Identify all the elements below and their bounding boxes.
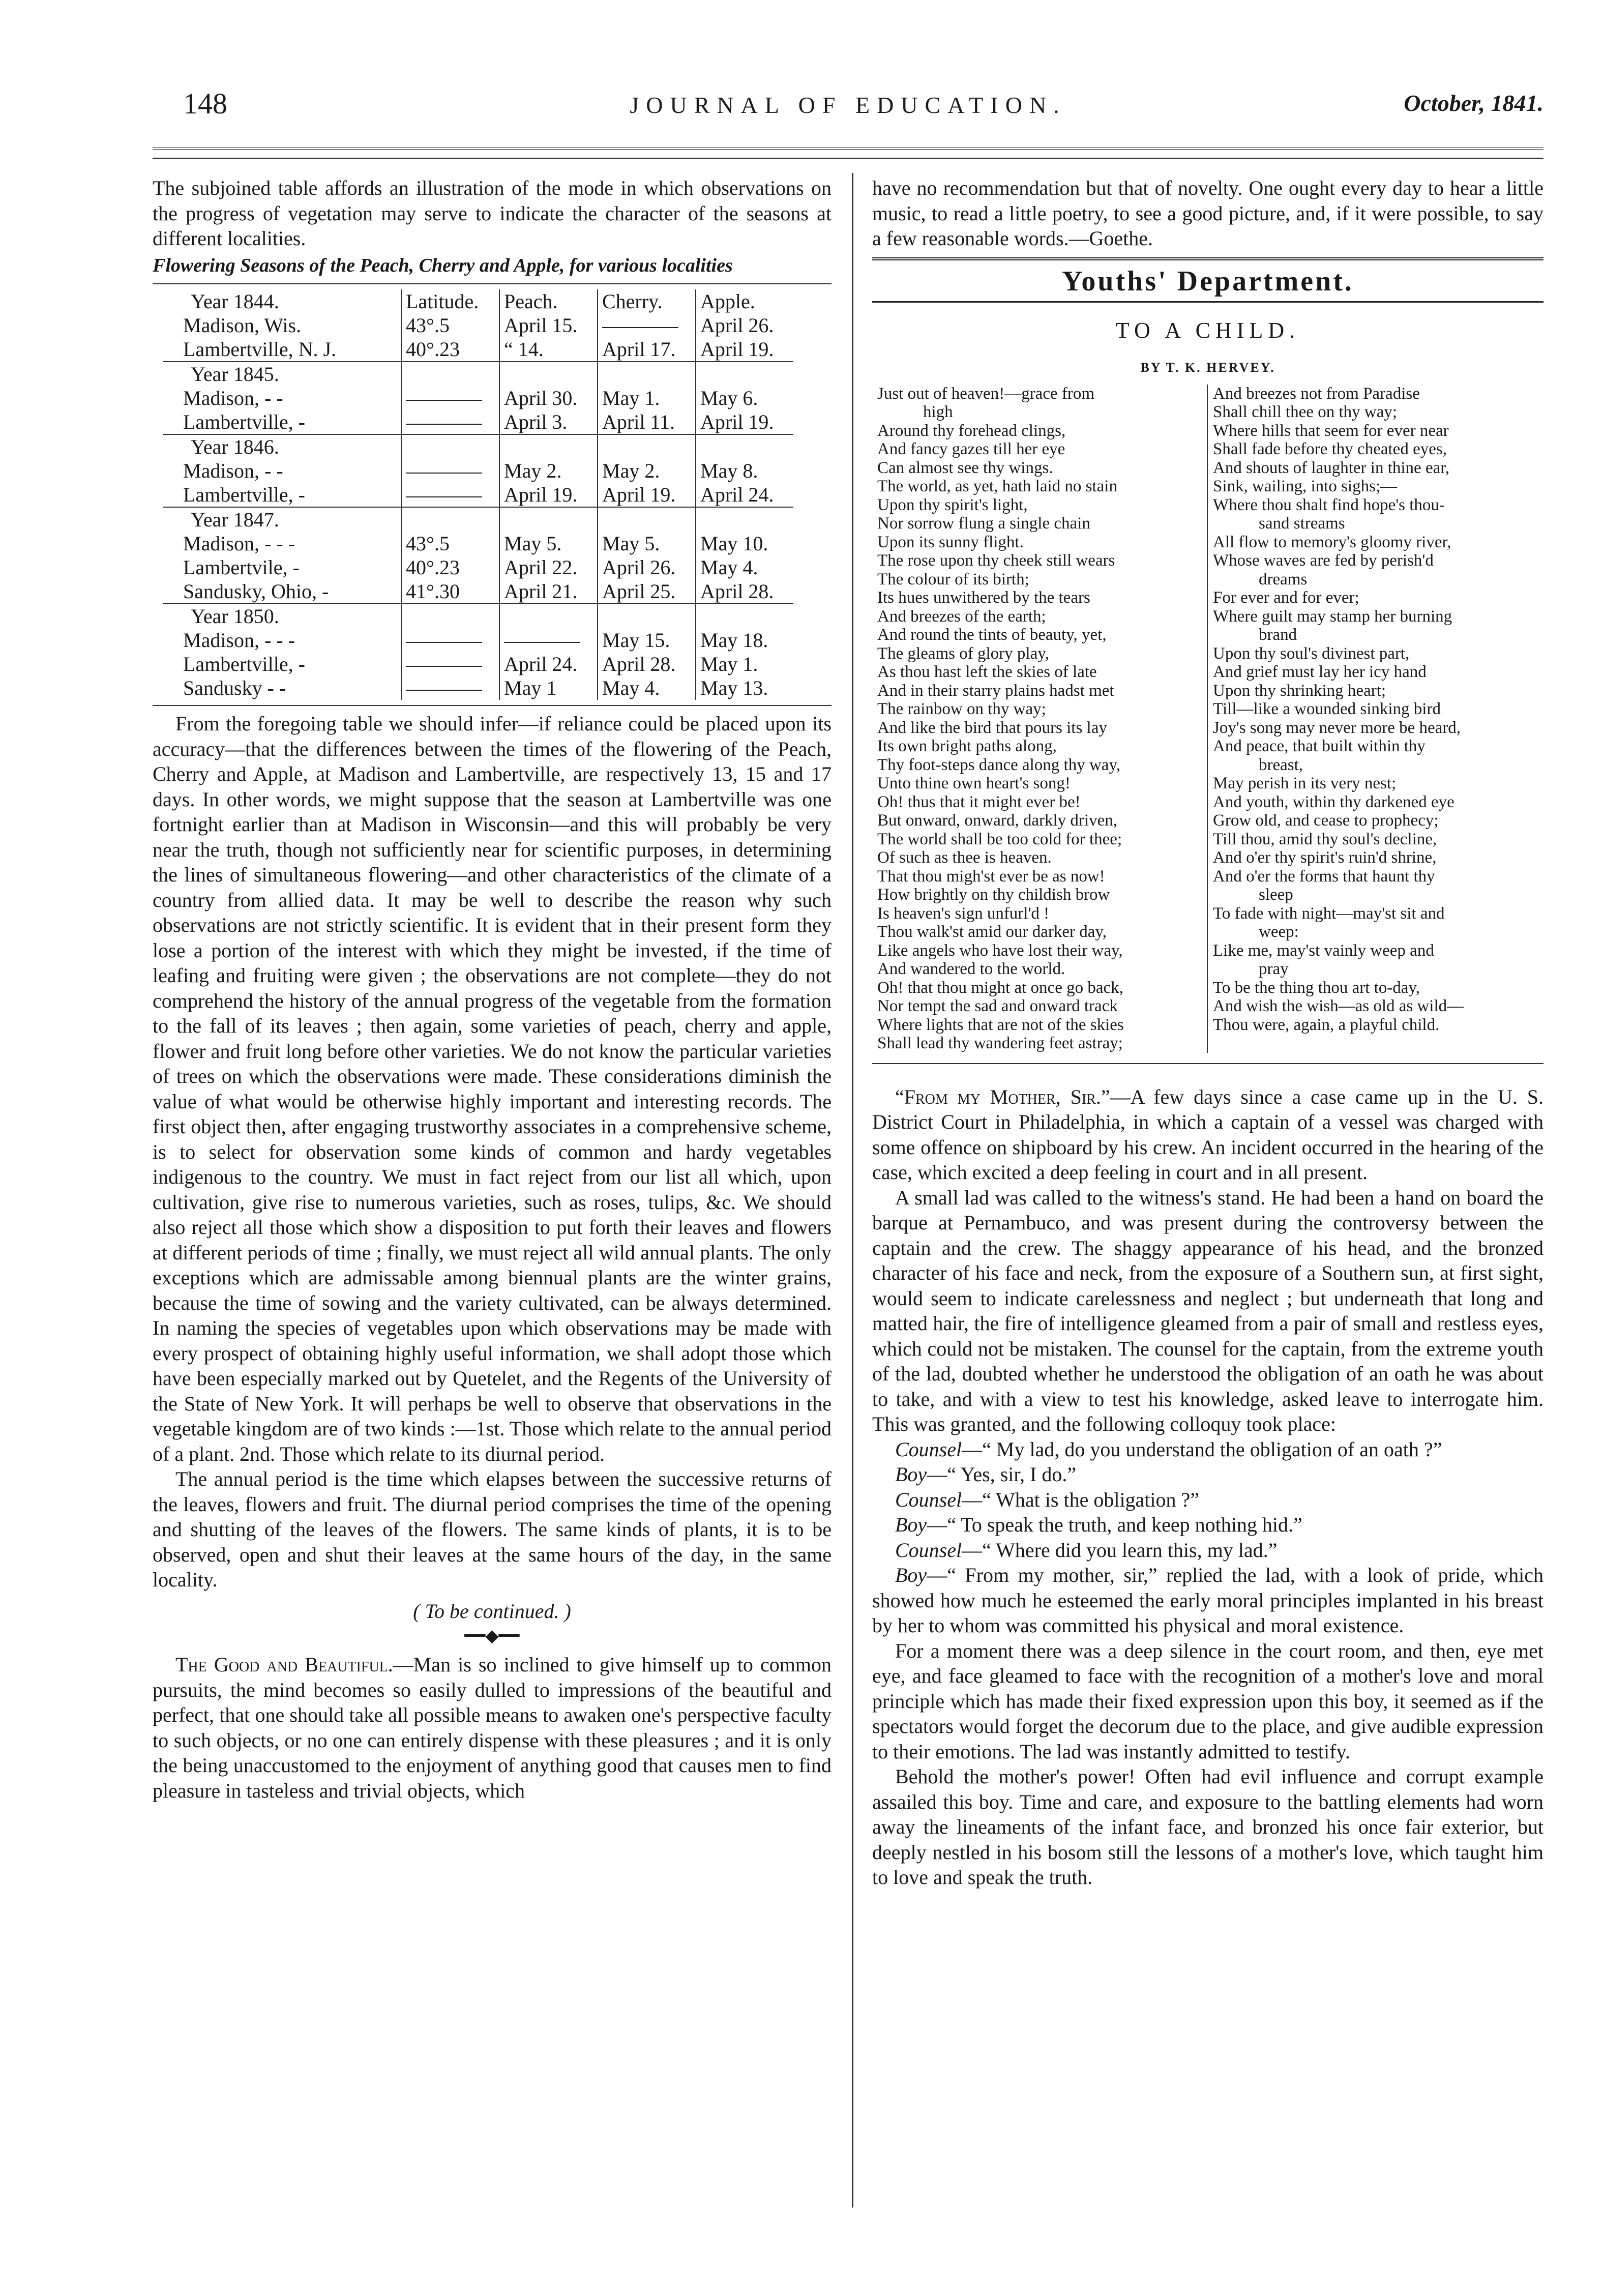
table-value-cell: May 2. (598, 459, 696, 483)
dialogue-speaker: Counsel (895, 1437, 962, 1461)
table-value-cell: May 8. (696, 459, 793, 483)
poem-line: Upon thy spirit's light, (877, 495, 1028, 514)
poem-line: The gleams of glory play, (877, 644, 1049, 663)
poem-line: Of such as thee is heaven. (877, 848, 1052, 867)
ornament-divider: ━━◆━━ (464, 1627, 520, 1645)
table-value-cell: May 1. (598, 386, 696, 410)
table-value-cell (401, 410, 499, 434)
table-value-cell: May 6. (696, 386, 793, 410)
table-row (163, 676, 793, 700)
table-value-cell: April 28. (696, 579, 793, 604)
poem-line: And o'er the forms that haunt thy (1213, 867, 1435, 886)
poem-line: Till—like a wounded sinking bird (1213, 700, 1441, 718)
dialogue-line (872, 1512, 1543, 1538)
table-cell (598, 604, 696, 628)
header-rule (153, 148, 1543, 150)
dialogue-text: —“ To speak the truth, and keep nothing hid.” (927, 1513, 1302, 1536)
table-cell (598, 507, 696, 532)
poem-column-left (872, 385, 1208, 1053)
table-value-cell: May 1. (696, 652, 793, 676)
dialogue-line (872, 1538, 1543, 1563)
poem-line: And youth, within thy darkened eye (1213, 792, 1454, 811)
table-value-cell: May 4. (598, 676, 696, 700)
poem-line: Where guilt may stamp her burning (1213, 607, 1452, 626)
table-row (163, 410, 793, 434)
table-place-cell: Lambertville, - (183, 653, 305, 675)
table-place-cell: Lambertville, N. J. (183, 338, 337, 361)
poem-line: Nor tempt the sad and onward track (877, 997, 1118, 1015)
table-blank-dash (406, 496, 482, 497)
table-row (163, 555, 793, 579)
dialogue-text: —“ From my mother, sir,” replied the lad, with a look of pride, which showed how much he esteemed the early moral principles implanted in his breast by her to whom was committed his physical and moral existence. (872, 1564, 1543, 1637)
left-column (153, 175, 832, 1803)
poem-end-rule (872, 1063, 1543, 1064)
table-year-cell: Year 1846. (163, 434, 401, 459)
good-beautiful-paragraph (153, 1652, 832, 1803)
table-place-cell: Lambertville, - (183, 483, 305, 506)
poem-line: The colour of its birth; (877, 570, 1029, 588)
table-blank-dash (406, 666, 482, 667)
table-value-cell (401, 652, 499, 676)
table-header-cell: Cherry. (598, 289, 696, 313)
poem-line: But onward, onward, darkly driven, (877, 811, 1117, 830)
poem-line: weep: (1259, 923, 1299, 941)
table-place-cell: Lambertvile, - (183, 556, 300, 579)
table-rule (153, 283, 832, 284)
poem-line: The world, as yet, hath laid no stain (877, 477, 1117, 495)
poem-line: sleep (1259, 886, 1293, 904)
article-paragraph: For a moment there was a deep silence in the court room, and then, eye met eye, and face gleamed to face with the recognition of a mother's love and moral principle which has made their fixed expression upon this boy, it seemed as if the spectators would forget the decorum due to the place, and give audible expression to their emotions. The lad was instantly admitted to testify. (872, 1639, 1543, 1763)
table-year-row (163, 604, 793, 628)
poem-line: And breezes of the earth; (877, 607, 1046, 626)
poem-line: Thou walk'st amid our darker day, (877, 923, 1107, 941)
poem-line: All flow to memory's gloomy river, (1213, 533, 1451, 551)
table-value-cell: May 13. (696, 676, 793, 700)
poem-line: And fancy gazes till her eye (877, 440, 1065, 458)
table-year-cell: Year 1847. (163, 507, 401, 532)
table-place-cell: Lambertville, - (183, 410, 305, 433)
poem-line: To fade with night—may'st sit and (1213, 904, 1445, 923)
poem-line: How brightly on thy childish brow (877, 886, 1110, 904)
table-blank-dash (406, 400, 482, 401)
poem-line: Upon thy soul's divinest part, (1213, 644, 1410, 663)
table-blank-dash (406, 473, 482, 474)
table-row (163, 532, 793, 555)
dialogue-line (872, 1462, 1543, 1487)
poem-line: Oh! that thou might at once go back, (877, 978, 1123, 997)
poem-author: BY T. K. HERVEY. (1140, 360, 1275, 375)
poem-line: As thou hast left the skies of late (877, 663, 1097, 681)
poem-line: Thou were, again, a playful child. (1213, 1015, 1440, 1034)
table-year-row (163, 362, 793, 386)
poem-line: Just out of heaven!—grace from (877, 384, 1095, 403)
table-value-cell: April 11. (598, 410, 696, 434)
poem-line: And like the bird that pours its lay (877, 718, 1107, 737)
table-value-cell (401, 676, 499, 700)
poem-line: And wandered to the world. (877, 960, 1065, 978)
table-row (163, 652, 793, 676)
table-value-cell: May 18. (696, 628, 793, 652)
table-value-cell: 40°.23 (401, 337, 499, 362)
table-cell (696, 507, 793, 532)
dialogue-text: —“ Where did you learn this, my lad.” (962, 1538, 1278, 1562)
flowering-seasons-table (163, 289, 793, 700)
poem-line: And breezes not from Paradise (1213, 384, 1420, 403)
dialogue-line (872, 1563, 1543, 1638)
poem-line: And grief must lay her icy hand (1213, 663, 1427, 681)
poem-line: Joy's song may never more be heard, (1213, 718, 1461, 737)
poem-line: Like angels who have lost their way, (877, 941, 1123, 960)
good-beautiful-heading: The Good and Beautiful. (175, 1653, 393, 1676)
poem-line: Shall lead thy wandering feet astray; (877, 1034, 1123, 1052)
to-be-continued: ( To be continued. ) (413, 1599, 571, 1623)
table-value-cell: April 19. (499, 483, 598, 507)
table-value-cell: April 19. (696, 410, 793, 434)
table-place-cell: Madison, - - (183, 459, 283, 482)
poem-line: And wish the wish—as old as wild— (1213, 997, 1464, 1015)
table-value-cell: May 4. (696, 555, 793, 579)
table-value-cell: 41°.30 (401, 579, 499, 604)
article-paragraph: A small lad was called to the witness's stand. He had been a hand on board the barque at Pernambuco, and was present during the controversy between the captain and the crew. The shaggy appearance of his head, and the bronzed character of his face and neck, from the exposure of a Southern sun, at first sight, would seem to indicate carelessness and neglect ; but underneath that long and matted hair, the fire of intelligence gleamed from a pair of small and restless eyes, which could not be mistaken. The counsel for the captain, from the extreme youth of the lad, doubted whether he understood the obligation of an oath he was about to take, and with a view to test his knowledge, asked leave to interrogate him. This was granted, and the following colloquy took place: (872, 1186, 1543, 1435)
dialogue-speaker: Boy (895, 1564, 927, 1586)
mother-heading: “From my Mother, Sir.” (895, 1085, 1110, 1108)
table-value-cell (401, 386, 499, 410)
right-column (872, 175, 1543, 1890)
poem-line: breast, (1259, 755, 1303, 774)
table-row (163, 386, 793, 410)
table-value-cell: April 30. (499, 386, 598, 410)
poem-line: Can almost see thy wings. (877, 458, 1053, 477)
page-number: 148 (183, 87, 227, 120)
table-cell (696, 362, 793, 386)
table-value-cell: April 21. (499, 579, 598, 604)
poem-line: And o'er thy spirit's ruin'd shrine, (1213, 848, 1437, 867)
dialogue-text: —“ My lad, do you understand the obligation of an oath ?” (962, 1437, 1442, 1461)
table-cell (598, 434, 696, 459)
table-blank-dash (602, 327, 678, 328)
poem-line: Its own bright paths along, (877, 737, 1057, 755)
table-value-cell: 40°.23 (401, 555, 499, 579)
table-value-cell: May 2. (499, 459, 598, 483)
table-year-row (163, 507, 793, 532)
table-value-cell: April 26. (696, 313, 793, 337)
table-value-cell: April 19. (696, 337, 793, 362)
dialogue-line (872, 1437, 1543, 1462)
table-cell (401, 604, 499, 628)
mother-paragraph (872, 1084, 1543, 1185)
poem-line: Thy foot-steps dance along thy way, (877, 755, 1121, 774)
table-row (163, 579, 793, 604)
table-place-cell: Madison, - - (183, 387, 283, 409)
table-value-cell: May 10. (696, 532, 793, 555)
table-value-cell: April 3. (499, 410, 598, 434)
table-header-cell: Peach. (499, 289, 598, 313)
poem-line: The rainbow on thy way; (877, 700, 1046, 718)
article-paragraph: The annual period is the time which elapses between the successive returns of the leaves, flowers and fruit. The diurnal period comprises the time of the opening and shutting of the leaves of the flowers. The same kinds of plants, it is to be observed, open and shut their leaves at the same hours of the day, in the same locality. (153, 1467, 832, 1591)
poem-line: dreams (1259, 570, 1308, 588)
table-blank-dash (504, 642, 580, 643)
table-cell (401, 507, 499, 532)
table-year-cell: Year 1850. (163, 604, 401, 628)
poem-line: Around thy forehead clings, (877, 421, 1066, 440)
poem-line: Shall chill thee on thy way; (1213, 403, 1398, 421)
issue-date: October, 1841. (1404, 90, 1543, 116)
table-value-cell: May 5. (598, 532, 696, 555)
table-blank-dash (406, 642, 482, 643)
table-cell (598, 362, 696, 386)
poem-line: Upon thy shrinking heart; (1213, 681, 1386, 700)
table-blank-dash (406, 690, 482, 691)
table-value-cell: May 5. (499, 532, 598, 555)
table-value-cell (401, 628, 499, 652)
table-value-cell: April 24. (499, 652, 598, 676)
poem-line: To be the thing thou art to-day, (1213, 978, 1420, 997)
table-rule-bottom (153, 705, 832, 706)
poem-line: Till thou, amid thy soul's decline, (1213, 830, 1437, 848)
table-place-cell: Madison, Wis. (183, 314, 302, 337)
poem-line: And in their starry plains hadst met (877, 681, 1114, 700)
table-value-cell: April 26. (598, 555, 696, 579)
table-value-cell: April 15. (499, 313, 598, 337)
table-cell (401, 434, 499, 459)
table-year-row (163, 434, 793, 459)
page-header (153, 86, 1543, 122)
dialogue-text: —“ What is the obligation ?” (962, 1488, 1200, 1511)
dialogue-line (872, 1487, 1543, 1513)
department-rule (872, 257, 1543, 260)
table-value-cell: April 17. (598, 337, 696, 362)
table-cell (499, 507, 598, 532)
poem-line: Upon its sunny flight. (877, 533, 1024, 551)
table-place-cell: Madison, - - - (183, 629, 295, 652)
table-value-cell: May 15. (598, 628, 696, 652)
poem-line: Grow old, and cease to prophecy; (1213, 811, 1439, 830)
table-header-cell: Latitude. (401, 289, 499, 313)
table-blank-dash (406, 424, 482, 425)
poem-title: TO A CHILD. (1115, 317, 1300, 343)
table-cell (499, 362, 598, 386)
journal-title: JOURNAL OF EDUCATION. (630, 92, 1066, 118)
table-row (163, 483, 793, 507)
table-year-cell: Year 1845. (163, 362, 401, 386)
poem-line: The rose upon thy cheek still wears (877, 551, 1115, 570)
column-divider (852, 173, 853, 2207)
table-place-cell: Sandusky - - (183, 676, 286, 699)
poem-line: Sink, wailing, into sighs;— (1213, 477, 1398, 495)
table-year-row (163, 289, 793, 313)
poem-line: Unto thine own heart's song! (877, 774, 1071, 792)
table-place-cell: Madison, - - - (183, 532, 295, 555)
poem-line: And peace, that built within thy (1213, 737, 1426, 755)
table-row (163, 337, 793, 362)
table-value-cell: April 28. (598, 652, 696, 676)
header-rule-thin (153, 158, 1543, 159)
dialogue-speaker: Boy (895, 1513, 927, 1536)
article-paragraph: From the foregoing table we should infer—if reliance could be placed upon its accuracy—that the differences between the times of the flowering of the Peach, Cherry and Apple, at Madison and Lambertville, are respectively 13, 15 and 17 days. In other words, we might suppose that the season at Lambertville was one fortnight earlier than at Madison in Wisconsin—and this will probably be very near the truth, though not sufficiently near for scientific purposes, in determining the lines of simultaneous flowering—and other characteristics of the climate of a country from allied data. It may be well to describe the reason why such observations are not strictly scientific. It is evident that in their present form they lose a portion of the interest with which they might be invested, if the time of leafing and fruiting were given ; the observations are not complete—they do not comprehend the history of the annual progress of the vegetable from the formation to the fall of its leaves ; then again, some varieties of peach, cherry and apple, flower and fruit long before other varieties. We do not know the particular varieties of trees on which the observations were made. These considerations diminish the value of what would be otherwise highly important and interesting records. The first object then, after engaging trustworthy associates in a comprehensive scheme, is to select for observation some kinds of common and hardy vegetables indigenous to the country. We must in fact reject from our list all which, upon cultivation, give rise to numerous varieties, such as roses, tulips, &c. We should also reject all those which show a disposition to put forth their leaves and flowers at different periods of time ; finally, we must reject all wild annual plants. The only exceptions which are admissable among biennual plants are the winter grains, because the time of sowing and the variety cultivated, can be always determined. In naming the species of vegetables upon which observations may be made with every prospect of obtaining highly useful information, we shall adopt those which have been especially marked out by Quetelet, and the Regents of the University of the State of New York. It will perhaps be well to observe that observations in the vegetable kingdom are of two kinds :—1st. Those which relate to the annual period of a plant. 2nd. Those which relate to its diurnal period. (153, 712, 832, 1465)
poem-line: Its hues unwithered by the tears (877, 588, 1090, 607)
table-value-cell: April 24. (696, 483, 793, 507)
poem-line: Where thou shalt find hope's thou- (1213, 495, 1445, 514)
dialogue-speaker: Counsel (895, 1538, 962, 1562)
poem-line: The world shall be too cold for thee; (877, 830, 1122, 848)
poem-line: high (923, 403, 953, 421)
table-value-cell (598, 313, 696, 337)
table-year-cell: Year 1844. (191, 290, 279, 313)
table-cell (499, 434, 598, 459)
table-value-cell: April 22. (499, 555, 598, 579)
poem-line: And round the tints of beauty, yet, (877, 626, 1107, 644)
table-value-cell: 43°.5 (401, 313, 499, 337)
table-value-cell: 43°.5 (401, 532, 499, 555)
poem-line: Where hills that seem for ever near (1213, 421, 1449, 440)
poem-line: Oh! thus that it might ever be! (877, 792, 1081, 811)
table-row (163, 313, 793, 337)
poem-line: May perish in its very nest; (1213, 774, 1397, 792)
article-paragraph: Behold the mother's power! Often had evil influence and corrupt example assailed this boy. Time and care, and exposure to the battling elements had worn away the lineaments of the infant face, and bronzed his once fair exterior, but deeply nestled in his bosom still the lessons of a mother's love, which taught him to love and speak the truth. (872, 1765, 1543, 1889)
table-cell (696, 434, 793, 459)
table-cell (696, 604, 793, 628)
table-row (163, 459, 793, 483)
table-value-cell (401, 483, 499, 507)
table-cell (401, 362, 499, 386)
poem-line: Nor sorrow flung a single chain (877, 514, 1090, 533)
poem-line: That thou migh'st ever be as now! (877, 867, 1105, 886)
poem-line: Like me, may'st vainly weep and (1213, 941, 1434, 960)
good-beautiful-text: —Man is so inclined to give himself up to common pursuits, the mind becomes so easily dulled to impressions of the beautiful and perfect, that one should take all possible means to awaken one's perspective faculty to such objects, or no one can entirely dispense with these pleasures ; and it is only the being unaccustomed to the enjoyment of anything good that causes men to find pleasure in tasteless and trivial objects, which (153, 1653, 832, 1802)
goethe-continuation: have no recommendation but that of novelty. One ought every day to hear a little music, to read a little poetry, to see a good picture, and, if it were possible, to say a few reasonable words.—Goethe. (872, 176, 1543, 250)
dialogue-speaker: Boy (895, 1463, 927, 1486)
poem-line: Where lights that are not of the skies (877, 1015, 1124, 1034)
dialogue-speaker: Counsel (895, 1488, 962, 1511)
poem-line: And shouts of laughter in thine ear, (1213, 458, 1450, 477)
table-value-cell: April 19. (598, 483, 696, 507)
table-value-cell: May 1 (499, 676, 598, 700)
poem-line: sand streams (1259, 514, 1345, 533)
poem-body (872, 385, 1543, 1053)
table-row (163, 628, 793, 652)
table-caption: Flowering Seasons of the Peach, Cherry and Apple, for various localities (153, 254, 733, 276)
poem-line: Is heaven's sign unfurl'd ! (877, 904, 1050, 923)
department-rule-bottom (872, 301, 1543, 303)
department-title: Youths' Department. (1062, 265, 1354, 297)
poem-column-right (1208, 385, 1543, 1053)
poem-line: Shall fade before thy cheated eyes, (1213, 440, 1447, 458)
table-value-cell: “ 14. (499, 337, 598, 362)
table-value-cell (401, 459, 499, 483)
mother-text: —A few days since a case came up in the U. S. District Court in Philadelphia, in which a captain of a vessel was charged with some offence on shipboard by his crew. An incident occurred in the hearing of the case, which excited a deep feeling in court and in all present. (872, 1085, 1544, 1184)
table-cell (499, 604, 598, 628)
table-value-cell (499, 628, 598, 652)
poem-line: For ever and for ever; (1213, 588, 1359, 607)
table-intro: The subjoined table affords an illustration of the mode in which observations on the progress of vegetation may serve to indicate the character of the seasons at different localities. (153, 176, 832, 250)
table-place-cell: Sandusky, Ohio, - (183, 580, 329, 603)
poem-line: pray (1259, 960, 1289, 978)
dialogue-text: —“ Yes, sir, I do.” (927, 1463, 1077, 1486)
table-value-cell: April 25. (598, 579, 696, 604)
table-header-cell: Apple. (696, 289, 793, 313)
poem-line: Whose waves are fed by perish'd (1213, 551, 1434, 570)
dialogue (872, 1437, 1543, 1638)
poem-line: brand (1259, 626, 1297, 644)
